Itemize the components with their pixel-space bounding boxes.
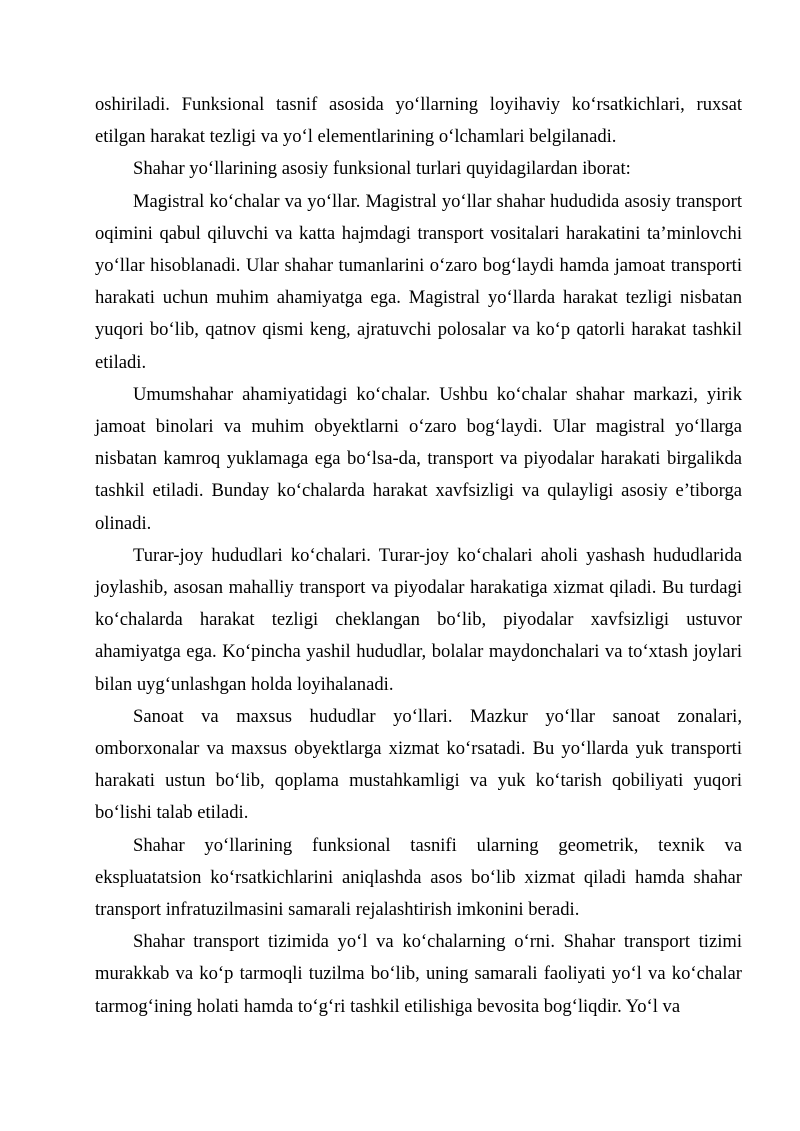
paragraph-types-intro: Shahar yo‘llarining asosiy funksional turlari quyidagilardan iborat: bbox=[133, 158, 631, 180]
paragraph-industrial-roads: Sanoat va maxsus hududlar yo‘llari. Mazkur yo‘llar sanoat zonalari, omborxonalar va maxsus obyektlarga xizmat ko‘rsatadi. Bu yo‘llarda yuk transporti harakati ustun bo‘lib, qoplama mustahkamligi va yuk ko‘tarish qobiliyati yuqori bo‘lishi talab etiladi. bbox=[95, 705, 742, 824]
paragraph-classification-summary: Shahar yo‘llarining funksional tasnifi ularning geometrik, texnik va ekspluatatsion ko‘rsatkichlarini aniqlashda asos bo‘lib xizmat qiladi hamda shahar transport infratuzilmasini samarali rejalashtirish imkonini beradi. bbox=[95, 834, 742, 921]
paragraph-transport-system-role: Shahar transport tizimida yo‘l va ko‘chalarning o‘rni. Shahar transport tizimi murakkab va ko‘p tarmoqli tuzilma bo‘lib, uning samarali faoliyati yo‘l va ko‘chalar tarmog‘ining holati hamda to‘g‘ri tashkil etilishiga bevosita bog‘liqdir. Yo‘l va bbox=[95, 931, 742, 1017]
paragraph-residential-streets: Turar-joy hududlari ko‘chalari. Turar-joy ko‘chalari aholi yashash hududlarida joylashib, asosan mahalliy transport va piyodalar harakatiga xizmat qiladi. Bu turdagi ko‘chalarda harakat tezligi cheklangan bo‘lib, piyodalar xavfsizligi ustuvor ahamiyatga ega. Ko‘pincha yashil hududlar, bolalar maydonchalari va to‘xtash joylari bilan uyg‘unlashgan holda loyihalanadi. bbox=[95, 544, 742, 695]
paragraph-continuation: oshiriladi. Funksional tasnif asosida yo‘llarning loyihaviy ko‘rsatkichlari, ruxsat etilgan harakat tezligi va yo‘l elementlarining o‘lchamlari belgilanadi. bbox=[95, 94, 742, 148]
paragraph-magistral-roads: Magistral ko‘chalar va yo‘llar. Magistral yo‘llar shahar hududida asosiy transport oqimini qabul qiluvchi va katta hajmdagi transport vositalari harakatini ta’minlovchi yo‘llar hisoblanadi. Ular shahar tumanlarini o‘zaro bog‘laydi hamda jamoat transporti harakati uchun muhim ahamiyatga ega. Magistral yo‘llarda harakat tezligi nisbatan yuqori bo‘lib, qatnov qismi keng, ajratuvchi polosalar va ko‘p qatorli harakat tashkil etiladi. bbox=[95, 190, 742, 373]
document-page bbox=[95, 89, 742, 1023]
paragraph-citywide-streets: Umumshahar ahamiyatidagi ko‘chalar. Ushbu ko‘chalar shahar markazi, yirik jamoat binolari va muhim obyektlarni o‘zaro bog‘laydi. Ular magistral yo‘llarga nisbatan kamroq yuklamaga ega bo‘lsa-da, transport va piyodalar harakati birgalikda tashkil etiladi. Bunday ko‘chalarda harakat xavfsizligi va qulayligi asosiy e’tiborga olinadi. bbox=[95, 383, 742, 534]
